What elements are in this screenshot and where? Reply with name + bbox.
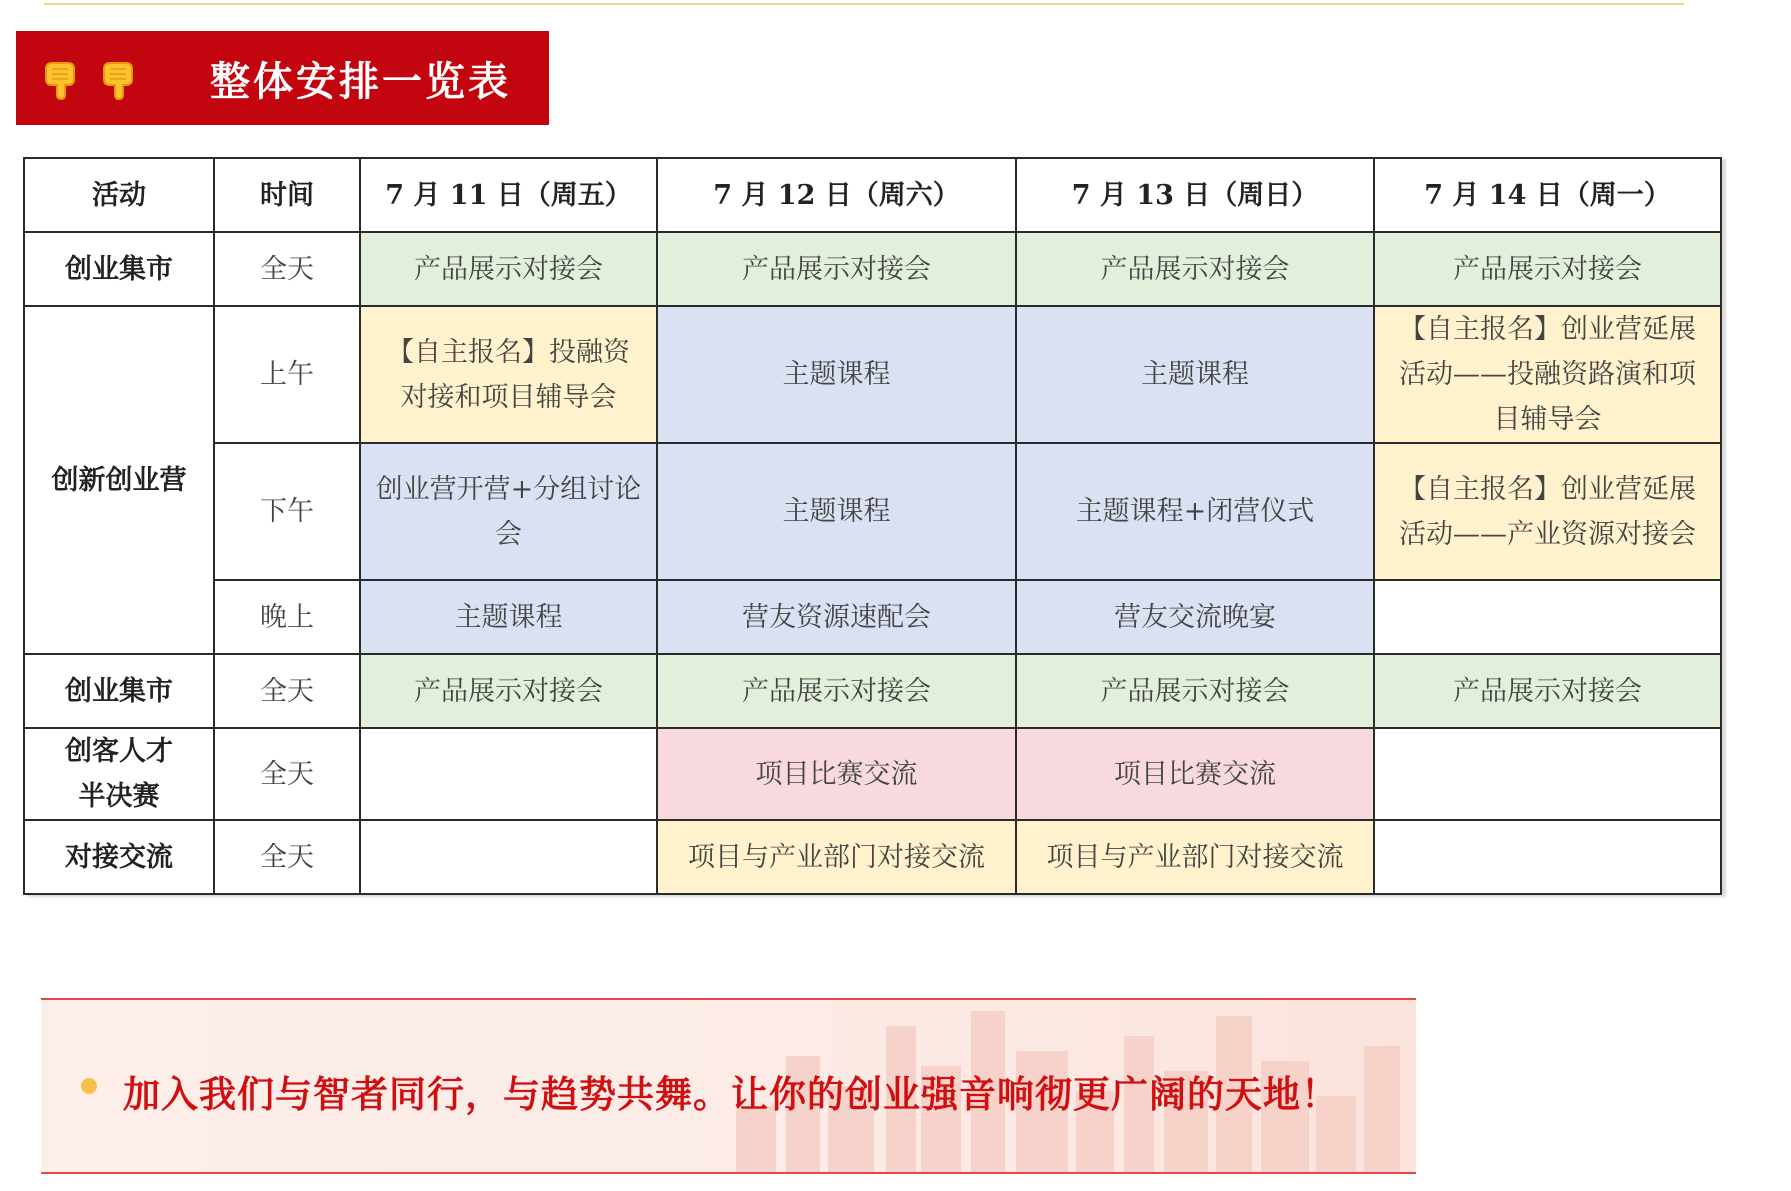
activity-cell: 创业集市 [24,232,214,306]
schedule-cell: 产品展示对接会 [360,654,657,728]
schedule-cell [1374,580,1721,654]
header-day-14: 7 月 14 日（周一） [1374,158,1721,232]
section-banner [16,31,549,125]
time-cell: 全天 [214,820,360,894]
table-row [24,580,1721,654]
time-cell: 全天 [214,728,360,820]
header-day-11: 7 月 11 日（周五） [360,158,657,232]
table-row [24,820,1721,894]
time-cell: 晚上 [214,580,360,654]
schedule-cell: 营友交流晚宴 [1016,580,1374,654]
banner-title: 整体安排一览表 [210,58,511,105]
header-activity: 活动 [24,158,214,232]
schedule-cell: 项目比赛交流 [657,728,1016,820]
schedule-cell: 营友资源速配会 [657,580,1016,654]
bullet-dot [81,1078,97,1094]
table-row [24,232,1721,306]
pointing-down-hand-icon [38,55,84,101]
table-row [24,306,1721,443]
activity-cell: 对接交流 [24,820,214,894]
schedule-cell: 产品展示对接会 [1374,232,1721,306]
schedule-cell: 产品展示对接会 [657,654,1016,728]
schedule-cell: 产品展示对接会 [1016,654,1374,728]
time-cell: 全天 [214,232,360,306]
schedule-cell: 【自主报名】创业营延展活动——产业资源对接会 [1374,443,1721,580]
table-row [24,443,1721,580]
schedule-cell: 产品展示对接会 [1374,654,1721,728]
schedule-cell: 主题课程+闭营仪式 [1016,443,1374,580]
footer-slogan: 加入我们与智者同行，与趋势共舞。让你的创业强音响彻更广阔的天地！ [123,1073,1339,1116]
top-divider [44,0,1684,5]
schedule-cell: 主题课程 [657,443,1016,580]
time-cell: 下午 [214,443,360,580]
schedule-cell: 项目与产业部门对接交流 [657,820,1016,894]
time-cell: 上午 [214,306,360,443]
table-row [24,728,1721,820]
schedule-cell: 主题课程 [657,306,1016,443]
schedule-cell: 【自主报名】创业营延展活动——投融资路演和项目辅导会 [1374,306,1721,443]
schedule-cell: 主题课程 [360,580,657,654]
activity-cell: 创客人才半决赛 [24,728,214,820]
header-time: 时间 [214,158,360,232]
schedule-cell: 创业营开营+分组讨论会 [360,443,657,580]
schedule-cell: 产品展示对接会 [1016,232,1374,306]
schedule-cell [360,728,657,820]
header-day-13: 7 月 13 日（周日） [1016,158,1374,232]
schedule-cell: 产品展示对接会 [657,232,1016,306]
schedule-table [23,157,1722,895]
time-cell: 全天 [214,654,360,728]
schedule-cell: 【自主报名】投融资对接和项目辅导会 [360,306,657,443]
schedule-cell [1374,728,1721,820]
pointing-down-hand-icon [96,55,142,101]
schedule-cell: 产品展示对接会 [360,232,657,306]
header-day-12: 7 月 12 日（周六） [657,158,1016,232]
table-header-row [24,158,1721,232]
schedule-cell: 主题课程 [1016,306,1374,443]
table-row [24,654,1721,728]
schedule-cell: 项目比赛交流 [1016,728,1374,820]
schedule-cell: 项目与产业部门对接交流 [1016,820,1374,894]
activity-cell: 创新创业营 [24,306,214,654]
activity-cell: 创业集市 [24,654,214,728]
footer-callout [41,998,1416,1174]
schedule-cell [1374,820,1721,894]
schedule-cell [360,820,657,894]
